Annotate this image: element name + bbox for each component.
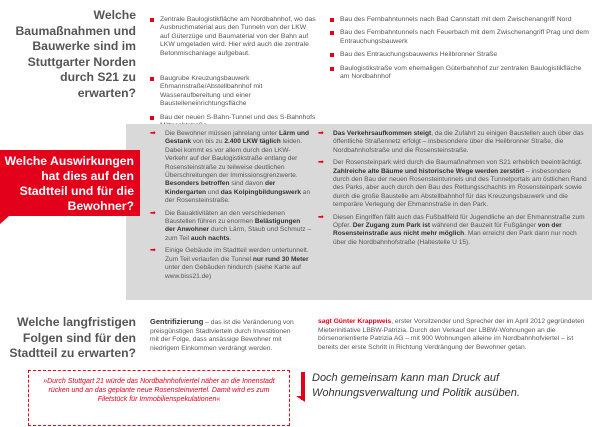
list-item [150, 247, 312, 281]
red-arrow-icon: ➡ [150, 130, 156, 137]
text-run: Die Bauaktivitäten an den verschiedenen Baustellen führen zu enormen [165, 209, 285, 226]
text-run: und [206, 188, 221, 196]
construction-list-mid [150, 16, 316, 58]
emphasis: auch nachts [190, 234, 230, 242]
emphasis: Der Zugang zum Park ist [352, 222, 431, 230]
krappweis-text: sagt Günter Krappweis, erster Vorsitzender und Sprecher der im April 2012 gegründeten Mieterinitiative LBBW-Patrizia. Durch den Verkauf der LBBW-Wohnungen an die börsenorientierte Patrizia AG – mit 900 Wohnungen alleine im Nordbahnhofviertel – ist bereits der erste Schritt in Richtung Verdrängung der Bewohner getan. [318, 318, 585, 351]
list-item-text [165, 210, 312, 244]
text-run: Diesen Eingriffen fällt auch das Fußballfeld für Jugendliche an der Ehmannstraße zum Opfer. [333, 213, 585, 230]
emphasis: Belästigungen der Anwohner [165, 218, 301, 234]
gentrification-text: Gentrifizierung – das ist die Veränderung von preisgünstigen Stadtvierteln durch Investitionen mit der Folge, dass ansässige Bewohner mit niedrigem Einkommen verdrängt werden. [150, 317, 294, 352]
red-arrow-icon: ➡ [318, 213, 324, 221]
red-square-icon [330, 31, 334, 35]
emphasis: Das Verkehrsaufkommen steigt [333, 130, 432, 137]
emphasis: 2.400 LKW täglich [224, 138, 281, 146]
text-run: – insbesondere durch den Bau der neuen Rosensteintunnels und des Tunnelportals am östlichen Rand des Parks, aber auch durch den Bau des Rettungsschachts im Rosensteinpark sowie durch die große Baustelle am Abstellbahnhof für das Kreuzungsbauwerk und die temporäre Verlegung der Ehmannstraße in den Park. [333, 167, 587, 209]
question-impacts: Welche Auswirkungen hat dies auf den Stadtteil und für die Bewohner? [0, 150, 140, 216]
emphasis: nur rund 30 Meter [252, 255, 309, 263]
text-run: an der Rosensteinstraße. [165, 188, 311, 205]
speaker-name: sagt Günter Krappweis [318, 318, 392, 325]
red-square-icon [150, 18, 154, 22]
red-arrow-icon: ➡ [318, 130, 324, 137]
callout-pointer [0, 216, 9, 224]
text-run: Einige Gebäude im Stadtteil werden untertunnelt. Zum Teil verlaufen die Tunnel [165, 247, 309, 263]
red-square-icon [330, 53, 334, 57]
list-item [150, 130, 312, 206]
list-item: Bau der neuen S-Bahn-Tunnel und des S-Bahnhofs [150, 114, 316, 131]
gentrification-term: Gentrifizierung [150, 317, 204, 326]
closing-statement: Doch gemeinsam kann man Druck auf Wohnungsverwaltung und Politik ausüben. [312, 372, 520, 399]
list-item-text [165, 247, 312, 281]
text-run: sind davon [229, 180, 266, 188]
text-run: während der Bauzeit für Fußgänger [430, 222, 538, 230]
list-item [150, 210, 312, 244]
impacts-right-column [318, 130, 588, 251]
construction-list-bottom [150, 75, 316, 130]
impacts-left-column [150, 130, 312, 285]
list-item: Baulogistikstraße vom ehemaligen Güterbahnhof zur zentralen Baulogistikfläche am Nordbahnhof [330, 65, 592, 82]
list-item-text [333, 130, 588, 155]
text-run: Die Bewohner müssen jahrelang unter [165, 130, 279, 137]
emphasis: Lärm und Gestank [165, 130, 310, 146]
red-arrow-icon: ➡ [150, 209, 156, 217]
list-item: Bau des Fernbahntunnels nach Feuerbach mit dem Zwischenangriff Prag und dem Entrauchungsbauwerk [330, 29, 592, 46]
red-square-icon [330, 67, 334, 71]
red-arrow-icon: ➡ [318, 159, 324, 167]
text-run: . [229, 234, 232, 242]
question-construction: Welche Baumaßnahmen und Bauwerke sind im Stuttgarter Norden durch S21 zu erwarten? [15, 8, 136, 100]
text-run: leiden. Dabei kommt es vor allem durch den LKW-Verkehr auf der Baulogistikstraße entlang der Rosensteinstraße zu teilweise deutlichen Überschreitungen der Immissionsgrenzwerte. [165, 138, 303, 180]
text-run: von bis zu [191, 138, 225, 146]
list-item: Zentrale Baulogistikfläche am Nordbahnhof, wo das Ausbruchmaterial aus den Tunneln von der LKW auf Güterzüge und Baumaterial von der Bahn auf LKW umgeladen wird. Hier wird auch die zentrale Betonmischanlage aufgebaut. [150, 16, 316, 58]
text-run: , da die Zufahrt zu einigen Baustellen auch über das öffentliche Straßennetz erfolgt – insbesondere über die Heilbronner Straße, die Nordbahnhofstraße und die Rosensteinstraße. [333, 130, 584, 154]
text-run: durch Lärm, Staub und Schmutz – zum Teil [165, 226, 311, 242]
emphasis: Besonders betroffen [165, 180, 230, 188]
text-run: Der Rosensteinpark wird durch die Baumaßnahmen von S21 erheblich beeinträchtigt. [333, 159, 583, 167]
list-item-text [333, 214, 588, 248]
emphasis: das Kolpingbildungswerk [220, 188, 301, 196]
list-item [318, 214, 588, 248]
emphasis: von der Rosensteinstraße aus nicht mehr möglich [333, 222, 562, 238]
list-item: Bau des Entrauchungsbauwerks Heilbronner Straße [330, 51, 592, 59]
emphasis: der Kindergarten [165, 180, 276, 196]
pull-quote: »Durch Stuttgart 21 würde das Nordbahnhofviertel näher an die Innenstadt rücken und an das geplante neue Rosensteinviertel. Damit wird es zum Filetstück für Immobilienspekulationen« [28, 370, 290, 426]
list-item [318, 159, 588, 209]
list-item [318, 130, 588, 155]
red-arrow-icon: ➡ [150, 247, 156, 255]
red-square-icon [150, 116, 154, 120]
list-item-text [333, 159, 588, 209]
list-item: Baugrube Kreuzungsbauwerk Ehmannstraße/Abstellbahnhof mit Wasseraufbereitung und einer Baustelleneinrichtungsfläche [150, 75, 316, 109]
list-item: Bau des Fernbahntunnels nach Bad Cannstatt mit dem Zwischenangriff Nord [330, 16, 592, 24]
list-item-text [165, 130, 312, 206]
red-square-icon [150, 77, 154, 81]
emphasis: Zahlreiche alte Bäume und historische Wege werden zerstört [333, 167, 525, 175]
question-long-term: Welche langfristigen Folgen sind für den Stadtteil zu erwarten? [9, 315, 136, 360]
quote-marker-tail [296, 396, 305, 402]
red-square-icon [330, 18, 334, 22]
text-run: unter den Gebäuden hindurch (siehe Karte auf www.biss21.de) [165, 264, 301, 280]
construction-list-right [330, 16, 592, 81]
text-run: . Man erreicht den Park dann nur noch über die Nordbahnhofstraße (Haltestelle U 15). [333, 230, 577, 246]
